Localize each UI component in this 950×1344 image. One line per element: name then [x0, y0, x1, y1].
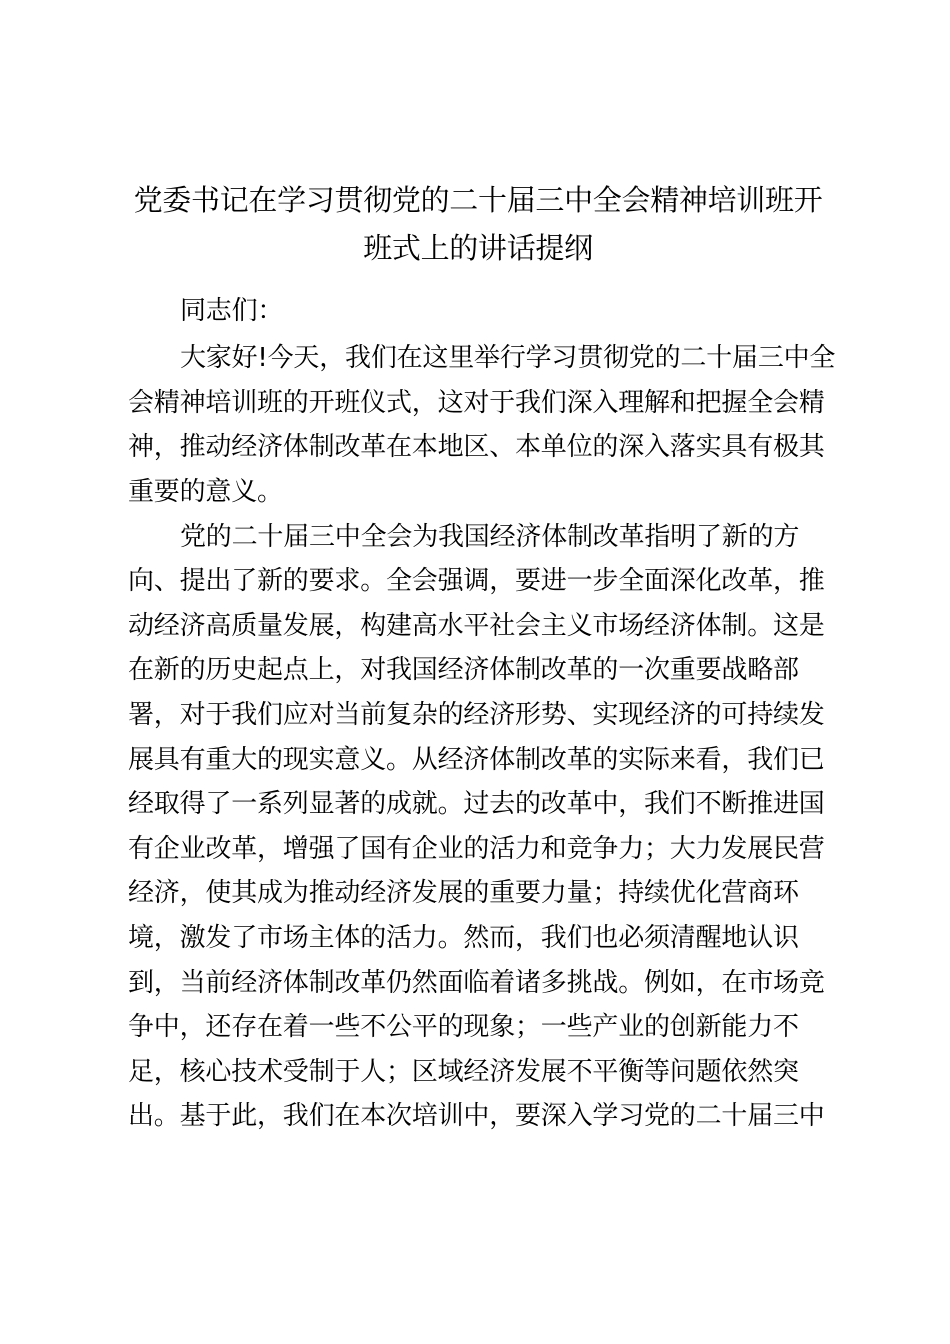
document-title-line-1: 党委书记在学习贯彻党的二十届三中全会精神培训班开 [133, 183, 823, 217]
salutation: 同志们： [180, 296, 284, 326]
paragraph-2-line-14: 出。基于此，我们在本次培训中，要深入学习党的二十届三中 [128, 1101, 825, 1131]
paragraph-1-line-2: 会精神培训班的开班仪式，这对于我们深入理解和把握全会精 [128, 388, 825, 418]
paragraph-2-line-4: 在新的历史起点上，对我国经济体制改革的一次重要战略部 [128, 655, 799, 685]
paragraph-2-line-13: 足，核心技术受制于人；区域经济发展不平衡等问题依然突 [128, 1057, 799, 1087]
paragraph-2-line-12: 争中，还存在着一些不公平的现象；一些产业的创新能力不 [128, 1012, 799, 1042]
paragraph-1-line-1: 大家好!今天，我们在这里举行学习贯彻党的二十届三中全 [180, 343, 836, 373]
document-title-line-2: 班式上的讲话提纲 [363, 231, 593, 265]
paragraph-1-line-3: 神，推动经济体制改革在本地区、本单位的深入落实具有极其 [128, 432, 825, 462]
paragraph-1-line-4: 重要的意义。 [128, 477, 283, 507]
paragraph-2-line-5: 署，对于我们应对当前复杂的经济形势、实现经济的可持续发 [128, 700, 825, 730]
paragraph-2-line-3: 动经济高质量发展，构建高水平社会主义市场经济体制。这是 [128, 611, 825, 641]
paragraph-2-line-6: 展具有重大的现实意义。从经济体制改革的实际来看，我们已 [128, 745, 825, 775]
paragraph-2-line-2: 向、提出了新的要求。全会强调，要进一步全面深化改革，推 [128, 566, 825, 596]
paragraph-2-line-1: 党的二十届三中全会为我国经济体制改革指明了新的方 [180, 522, 800, 552]
paragraph-2-line-11: 到，当前经济体制改革仍然面临着诸多挑战。例如，在市场竞 [128, 968, 825, 998]
paragraph-2-line-10: 境，激发了市场主体的活力。然而，我们也必须清醒地认识 [128, 923, 799, 953]
paragraph-2-line-8: 有企业改革，增强了国有企业的活力和竞争力；大力发展民营 [128, 834, 825, 864]
paragraph-2-line-7: 经取得了一系列显著的成就。过去的改革中，我们不断推进国 [128, 789, 825, 819]
paragraph-2-line-9: 经济，使其成为推动经济发展的重要力量；持续优化营商环 [128, 878, 799, 908]
